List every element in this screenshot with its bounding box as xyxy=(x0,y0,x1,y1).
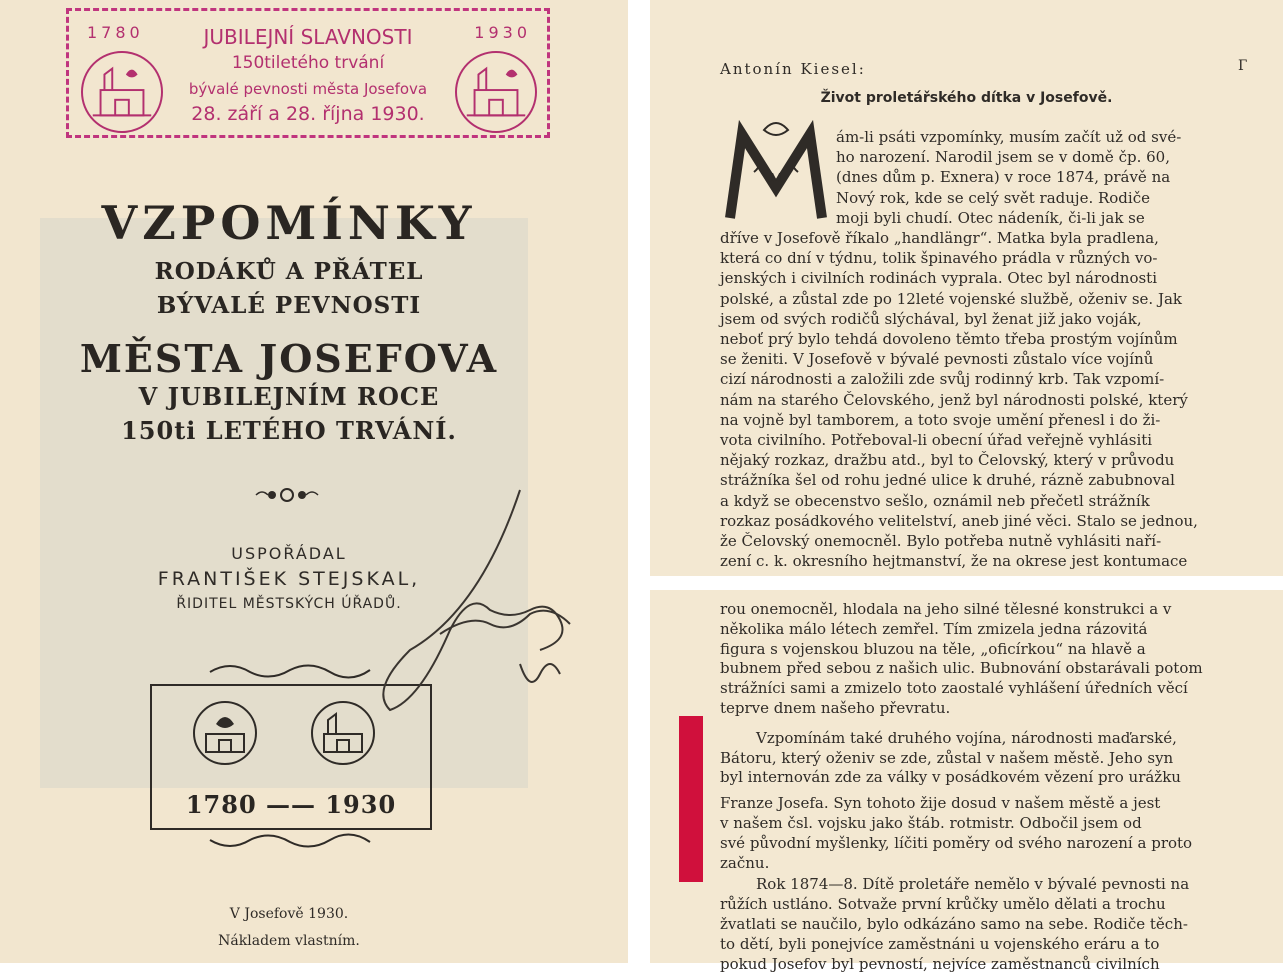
stamp-seal-icon xyxy=(81,51,163,133)
title-city: MĚSTA JOSEFOVA xyxy=(79,336,499,381)
title-line-3: BÝVALÉ PEVNOSTI xyxy=(156,292,422,319)
stamp-line-1: JUBILEJNÍ SLAVNOSTI xyxy=(203,25,413,49)
article-line: (dnes dům p. Exnera) v roce 1874, právě na xyxy=(836,168,1171,187)
place-and-year: V Josefově 1930. xyxy=(229,906,349,922)
article-line: několika málo létech zemřel. Tím zmizela jedna rázovitá xyxy=(720,619,1148,638)
article-line: žvatlati se naučilo, bylo odkázáno samo na sebe. Rodiče těch- xyxy=(720,915,1188,933)
page-tear xyxy=(650,576,1283,590)
editor-label: USPOŘÁDAL xyxy=(231,544,347,563)
article-line: pokud Josefov byl pevností, nejvíce zaměstnanců civilních xyxy=(720,954,1160,973)
book-title: VZPOMÍNKY xyxy=(101,196,477,250)
stamp-line-2: 150tiletého trvání xyxy=(231,53,385,73)
article-line: cizí národnosti a založili zde svůj rodinný krb. Tak vzpomí- xyxy=(720,370,1165,389)
title-line-6: 150ti LETÉHO TRVÁNÍ. xyxy=(121,416,457,445)
article-line: Bátoru, který oženiv se zde, zůstal v našem městě. Jeho syn xyxy=(720,748,1174,767)
stamp-year-left: 1780 xyxy=(87,23,144,42)
article-line: začnu. xyxy=(720,853,770,872)
article-line: v našem čsl. vojsku jako štáb. rotmistr. Odbočil jsem od xyxy=(720,814,1142,832)
article-line: že Čelovský onemocněl. Bylo potřeba nutně vyhlásiti naří- xyxy=(720,532,1162,550)
article-line: Rok 1874—8. Dítě proletáře nemělo v bývalé pevnosti na xyxy=(756,875,1190,894)
article-line: ám-li psáti vzpomínky, musím začít už od své- xyxy=(836,128,1182,146)
article-line: a když se obecenstvo sešlo, oznámil neb přečetl strážník xyxy=(720,491,1150,510)
article-line: dříve v Josefově říkalo „handlängr“. Matka byla pradlena, xyxy=(720,229,1159,247)
article-line: strážníka šel od rohu jedné ulice k druhé, rázně zabubnoval xyxy=(720,471,1175,490)
article-line: Nový rok, kde se celý svět raduje. Rodiče xyxy=(836,188,1150,207)
coat-of-arms-icon xyxy=(192,700,258,766)
article-line: polské, a zůstal zde po 12leté vojenské službě, oženiv se. Jak xyxy=(720,289,1182,308)
page-gutter xyxy=(628,0,650,963)
article-line: se ženiti. V Josefově v bývalé pevnosti zůstalo více vojínů xyxy=(720,350,1154,369)
article-line: nějaký rozkaz, dražbu atd., byl to Čelovský, který v průvodu xyxy=(720,451,1175,470)
article-line: figura s vojenskou bluzou na těle, „oficírkou“ na hlavě a xyxy=(720,639,1146,658)
emblem-years: 1780 —— 1930 xyxy=(185,790,397,819)
article-line: neboť prý bylo tehdá dovoleno těmto třeba prostým vojínům xyxy=(720,330,1178,348)
article-line: byl internován zde za války v posádkovém vězení pro urážku xyxy=(720,768,1181,787)
article-line: nám na starého Čelovského, jenž byl národnosti polské, který xyxy=(720,390,1188,409)
article-line: vota civilního. Potřeboval-li obecní úřad veřejně vyhlásiti xyxy=(720,431,1153,449)
ornamental-initial-icon xyxy=(724,118,828,224)
dropcap-letter: M xyxy=(769,171,783,185)
jubilee-stamp xyxy=(66,8,550,138)
article-line: Vzpomínám také druhého vojína, národnosti maďarské, xyxy=(756,728,1177,747)
article-line: moji byli chudí. Otec nádeník, či-li jak se xyxy=(836,208,1145,227)
ornament-icon xyxy=(252,482,322,508)
article-line: své původní myšlenky, líčiti poměry od svého narození a proto xyxy=(720,833,1193,852)
article-line: jenských i civilních rodinách vyprala. Otec byl národnosti xyxy=(720,269,1158,288)
title-line-5: V JUBILEJNÍM ROCE xyxy=(138,382,440,411)
article-line: jsem od svých rodičů slýchával, byl ženat již jako voják, xyxy=(720,309,1142,328)
article-line: teprve dnem našeho převratu. xyxy=(720,699,951,717)
article-line: na vojně byl tamborem, a toto svoje umění přenesl i do ži- xyxy=(720,410,1161,429)
article-line: rozkaz posádkového velitelství, aneb jiné věci. Stalo se jednou, xyxy=(720,511,1198,530)
article-title: Život proletářského dítka v Josefově. xyxy=(820,90,1113,106)
editor-role: ŘIDITEL MĚSTSKÝCH ÚŘADŮ. xyxy=(176,596,402,612)
publisher: Nákladem vlastním. xyxy=(218,933,360,949)
article-line: strážníci sami a zmizelo toto zaostalé vyhlášení úředních věcí xyxy=(720,679,1188,698)
left-page xyxy=(0,0,628,963)
editor-name: FRANTIŠEK STEJSKAL, xyxy=(157,568,421,590)
article-line: zení c. k. okresního hejtmanství, že na okrese jest kontumace xyxy=(720,552,1188,571)
article-line: rou onemocněl, hlodala na jeho silné tělesné konstrukci a v xyxy=(720,600,1172,618)
title-line-2: RODÁKŮ A PŘÁTEL xyxy=(154,258,424,285)
stamp-line-3: bývalé pevnosti města Josefova xyxy=(188,80,428,98)
article-line: to dětí, byli ponejvíce zaměstnáni u vojenského eráru a to xyxy=(720,934,1160,953)
article-line: růžích ustláno. Sotvaže první krůčky umělo dělati a trochu xyxy=(720,895,1166,914)
stamp-seal-icon xyxy=(455,51,537,133)
red-marker xyxy=(679,716,703,882)
corner-mark: Г xyxy=(1238,58,1248,74)
flourish-bottom-icon xyxy=(200,832,380,852)
stamp-line-4: 28. září a 28. října 1930. xyxy=(191,103,425,125)
article-author: Antonín Kiesel: xyxy=(720,60,866,78)
article-line: bubnem před sebou z našich ulic. Bubnování obstarávali potom xyxy=(720,659,1203,678)
stamp-year-right: 1930 xyxy=(474,23,531,42)
article-line: která co dní v týdnu, tolik špinavého prádla v různých vo- xyxy=(720,249,1158,268)
article-line: Franze Josefa. Syn tohoto žije dosud v našem městě a jest xyxy=(720,794,1161,813)
article-line: ho narození. Narodil jsem se v domě čp. 60, xyxy=(836,148,1170,167)
signature-icon xyxy=(330,484,610,714)
